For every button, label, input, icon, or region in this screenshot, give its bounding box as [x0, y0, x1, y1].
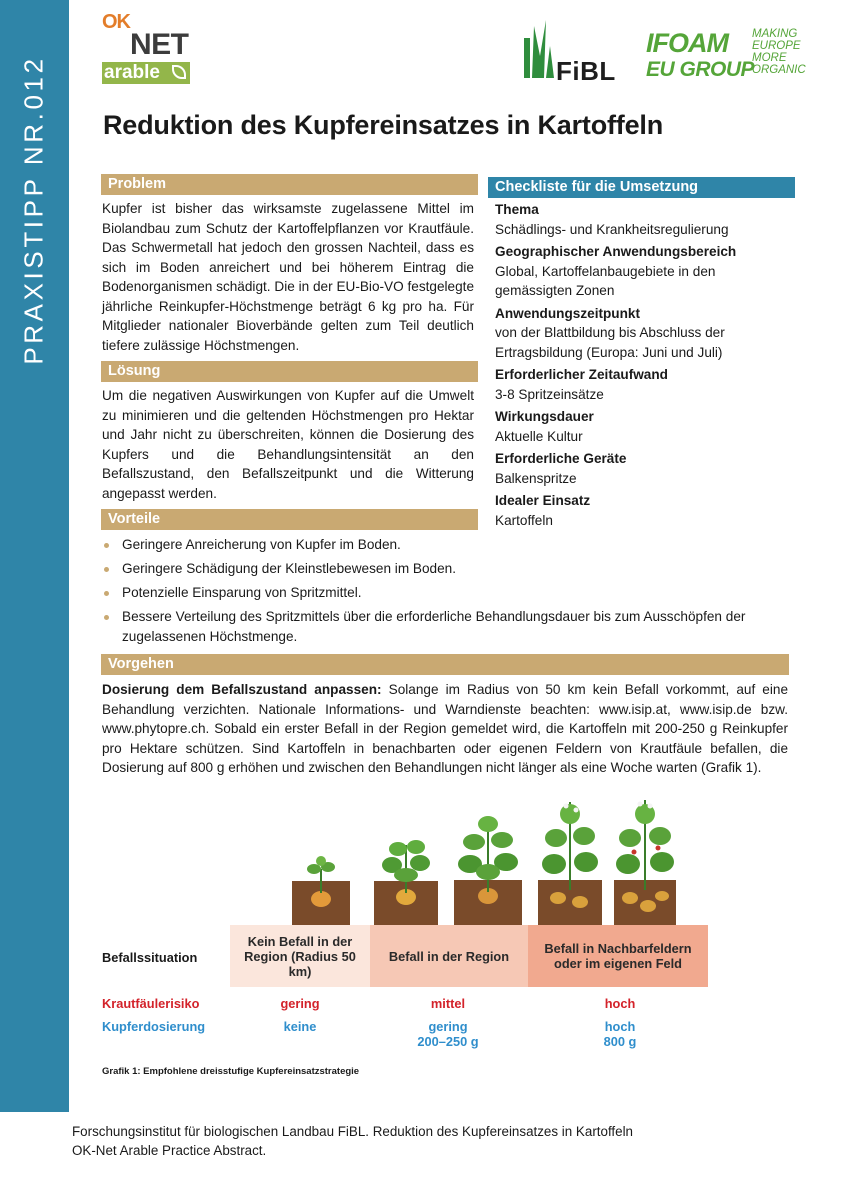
checklist-item: Geographischer Anwendungsbereich Global, Kartoffelanbaugebiete in den gemässigten Zonen: [495, 244, 737, 298]
section-heading-vorgehen: Vorgehen: [101, 654, 789, 675]
risiko-value: gering: [280, 996, 320, 1011]
row-label-befallssituation: Befallssituation: [102, 950, 198, 965]
potato-plant-stage-4-illustration: [536, 798, 604, 925]
footer-line-1: Forschungsinstitut für biologischen Landbau FiBL. Reduktion des Kupfereinsatzes in Kartoffeln: [72, 1124, 634, 1139]
section-heading-vorteile: Vorteile: [101, 509, 478, 530]
figure-caption: Grafik 1: Empfohlene dreisstufige Kupfereinsatzstrategie: [102, 1066, 360, 1077]
panel-befall-nachbarfelder: Befall in Nachbarfeldern oder im eigenen Feld: [528, 925, 708, 987]
checklist-item: Wirkungsdauer Aktuelle Kultur: [495, 409, 594, 444]
fibl-mark-icon: [520, 16, 556, 86]
ifoam-group: EU GROUP: [646, 58, 755, 81]
vorteile-list: [104, 535, 794, 651]
list-item: Geringere Schädigung der Kleinstlebewesen im Boden.: [104, 559, 794, 579]
potato-plant-stage-3-illustration: [452, 812, 524, 925]
checklist-item: Thema Schädlings- und Krankheitsregulierung: [495, 202, 729, 237]
checklist: [495, 200, 791, 533]
ifoam-claim: MAKING EUROPE MORE ORGANIC: [752, 28, 806, 76]
dosierung-value: keine: [283, 1019, 317, 1034]
vorgehen-lead: Dosierung dem Befallszustand anpassen:: [102, 682, 382, 697]
sidebar-series-label: PRAXISTIPP NR.012: [18, 55, 49, 365]
potato-plant-stage-5-illustration: [612, 796, 678, 925]
ifoam-name: IFOAM: [646, 28, 728, 58]
list-item: Geringere Anreicherung von Kupfer im Boden.: [104, 535, 794, 555]
vorgehen-body: Solange im Radius von 50 km kein Befall vorkommt, auf eine Behandlung verzichten. Nationale Informations- und Warndienste beachten: www.isip.at, www.isip.de bzw. www.phytopre.ch. Sobald ein erster Befall in der Region gemeldet wird, die Kartoffeln mit 200-250 g Reinkupfer pro Hektare schützen. Sind Kartoffeln in benachbarten oder eigenen Feldern von Krautfäule befallen, die Dosierung auf 800 g erhöhen und zwischen den Behandlungen nicht länger als eine Woche warten (Grafik 1).: [102, 682, 789, 775]
checklist-item: Anwendungszeitpunkt von der Blattbildung bis Abschluss der Ertragsbildung (Europa: Juni und Juli): [495, 305, 725, 360]
oknet-net-text: NET: [130, 28, 189, 61]
section-heading-checkliste: Checkliste für die Umsetzung: [488, 177, 795, 198]
dosierung-value: gering 200–250 g: [417, 1019, 479, 1049]
checklist-item: Erforderlicher Zeitaufwand 3-8 Spritzeinsätze: [495, 367, 668, 402]
panel-befall-region: Befall in der Region: [370, 925, 528, 987]
fibl-text: FiBL: [556, 56, 616, 86]
oknet-ok-text: OK: [102, 11, 130, 33]
page-title: Reduktion des Kupfereinsatzes in Kartoffeln: [103, 110, 663, 140]
risiko-value: hoch: [604, 996, 636, 1011]
list-item: Potenzielle Einsparung von Spritzmittel.: [104, 583, 794, 603]
section-heading-problem: Problem: [101, 174, 478, 195]
checklist-item: Idealer Einsatz Kartoffeln: [495, 493, 591, 528]
ifoam-eu-logo: [646, 26, 816, 86]
vorgehen-text: [102, 680, 788, 778]
section-heading-loesung: Lösung: [101, 361, 478, 382]
sidebar-band: [0, 0, 69, 1112]
fibl-logo: [520, 16, 630, 86]
row-label-kupferdosierung: Kupferdosierung: [102, 1019, 206, 1034]
potato-plant-stage-1-illustration: [290, 855, 352, 925]
panel-kein-befall: Kein Befall in der Region (Radius 50 km): [230, 925, 370, 987]
risiko-value: mittel: [430, 996, 466, 1011]
footer: [72, 1122, 633, 1160]
problem-text: Kupfer ist bisher das wirksamste zugelassene Mittel im Biolandbau zum Schutz der Kartoffelpflanzen vor Krautfäule. Das Schwermetall hat jedoch den grossen Nachteil, dass es sich im Boden anreichert und bei höherem Eintrag die Bodenorganismen schädigt. Die in der EU-Bio-VO festgelegte jährliche Reinkupfer-Höchstmenge beträgt 6 kg pro ha. Für Mitglieder nationaler Bioverbände gelten zum Teil deutlich tiefere zulässige Höchstmengen.: [102, 201, 474, 353]
loesung-text: Um die negativen Auswirkungen von Kupfer auf die Umwelt zu minimieren und die geltenden Höchstmengen pro Hektar und Jahr nicht zu überschreiten, können die Dosierung des Kupfers und die Behandlungsintensität an den Befallszustand, den Befallszeitpunkt und die Witterung angepasst werden.: [102, 388, 474, 501]
potato-plant-stage-2-illustration: [372, 835, 440, 925]
footer-line-2: OK-Net Arable Practice Abstract.: [72, 1143, 267, 1158]
oknet-arable-text: arable: [102, 62, 190, 84]
list-item: Bessere Verteilung des Spritzmittels über die erforderliche Behandlungsdauer bis zum Ausschöpfen der zugelassenen Höchstmenge.: [104, 607, 794, 646]
leaf-icon: [172, 65, 186, 79]
dosierung-value: hoch 800 g: [603, 1019, 637, 1049]
oknet-arable-logo: [102, 11, 192, 83]
row-label-krautfaeulerisiko: Krautfäulerisiko: [102, 996, 200, 1011]
checklist-item: Erforderliche Geräte Balkenspritze: [495, 451, 627, 486]
